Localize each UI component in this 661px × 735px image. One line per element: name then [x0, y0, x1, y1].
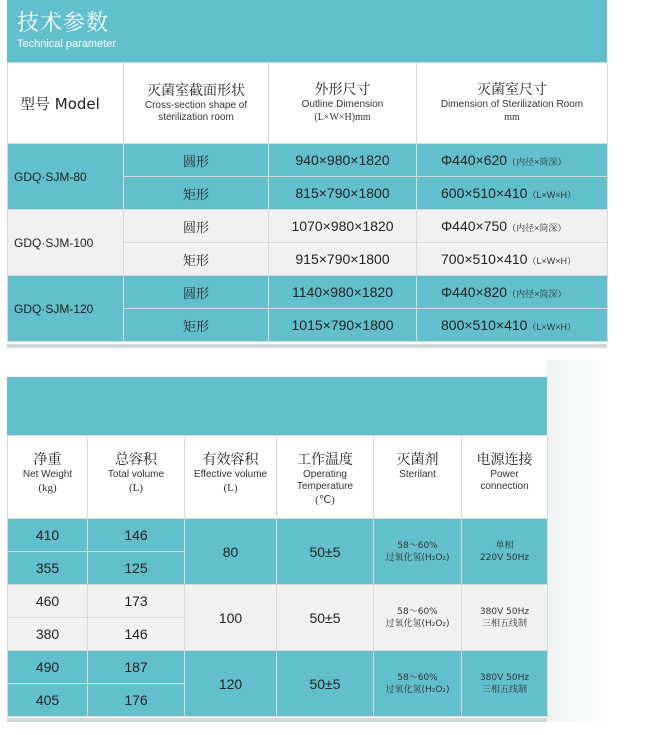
temperature-cell: 50±5 — [277, 519, 374, 585]
total-volume-cell: 173 — [88, 585, 185, 618]
weight-cell: 405 — [8, 684, 88, 717]
effective-volume-cell: 120 — [185, 651, 277, 717]
power-cell — [462, 585, 548, 651]
power-line-2: 三相五线制 — [481, 618, 527, 629]
power-line-1: 380V 50Hz — [479, 672, 530, 683]
shape-cell: 圆形 — [124, 276, 269, 309]
header-total-unit: (L) — [128, 482, 144, 494]
room-value: Φ440×750 — [441, 218, 508, 234]
header-outline-cn: 外形尺寸 — [314, 82, 371, 98]
weight-cell: 355 — [8, 552, 88, 585]
header-power-en: Power connection — [480, 469, 529, 492]
sterilant-cell — [374, 519, 462, 585]
outline-cell: 1140×980×1820 — [269, 276, 417, 309]
model-cell: GDQ·SJM-80 — [8, 144, 124, 210]
outline-cell: 815×790×1800 — [269, 177, 417, 210]
technical-parameter-table — [7, 62, 608, 342]
outline-cell: 915×790×1800 — [269, 243, 417, 276]
header-operating-temperature — [277, 436, 374, 519]
power-line-2: 220V 50Hz — [479, 552, 530, 563]
header-weight-en: Net Weight — [22, 469, 73, 480]
header-eff-unit: (L) — [223, 482, 238, 494]
weight-cell: 410 — [8, 519, 88, 552]
weight-cell: 380 — [8, 618, 88, 651]
header-room — [417, 63, 608, 144]
room-note: （L×W×H） — [527, 256, 576, 266]
room-cell — [417, 144, 608, 177]
room-cell — [417, 210, 608, 243]
sterilant-concentration: 58～60% — [397, 672, 438, 683]
outline-cell: 940×980×1820 — [269, 144, 417, 177]
room-cell — [417, 243, 608, 276]
power-line-1: 单相 — [495, 540, 514, 551]
shape-cell: 矩形 — [124, 309, 269, 342]
header-outline — [269, 63, 417, 144]
table-row — [8, 210, 608, 243]
header-weight — [8, 436, 88, 519]
outline-cell: 1015×790×1800 — [269, 309, 417, 342]
shape-cell: 矩形 — [124, 177, 269, 210]
sterilant-name: 过氧化氢(H₂O₂) — [385, 552, 450, 563]
table-row — [8, 276, 608, 309]
bottom-section-header-band — [7, 377, 547, 435]
power-line-1: 380V 50Hz — [479, 606, 530, 617]
shape-cell: 圆形 — [124, 210, 269, 243]
total-volume-cell: 146 — [88, 618, 185, 651]
model-cell: GDQ·SJM-120 — [8, 276, 124, 342]
header-weight-cn: 净重 — [33, 452, 62, 468]
weight-cell: 490 — [8, 651, 88, 684]
header-outline-unit: (L×W×H)mm — [314, 112, 371, 123]
sterilant-name: 过氧化氢(H₂O₂) — [385, 684, 450, 695]
room-note: （L×W×H） — [527, 190, 576, 200]
total-volume-cell: 187 — [88, 651, 185, 684]
room-value: 800×510×410 — [441, 317, 528, 333]
table-header-row — [8, 63, 608, 144]
section-subtitle: Technical parameter — [17, 38, 117, 50]
effective-volume-cell: 80 — [185, 519, 277, 585]
outline-cell: 1070×980×1820 — [269, 210, 417, 243]
header-room-en: Dimension of Sterilization Room — [440, 99, 584, 110]
header-effective-volume — [185, 436, 277, 519]
weight-cell: 460 — [8, 585, 88, 618]
header-weight-unit: (kg) — [38, 482, 57, 494]
header-eff-cn: 有效容积 — [202, 452, 259, 468]
header-room-cn: 灭菌室尺寸 — [477, 82, 547, 98]
room-value: 600×510×410 — [441, 185, 528, 201]
model-cell: GDQ·SJM-100 — [8, 210, 124, 276]
top-section-header — [7, 0, 607, 62]
temperature-cell: 50±5 — [277, 651, 374, 717]
section-title: 技术参数 — [17, 11, 110, 36]
header-power — [462, 436, 548, 519]
sterilant-concentration: 58～60% — [397, 606, 438, 617]
header-total-volume — [88, 436, 185, 519]
room-cell — [417, 309, 608, 342]
header-power-cn: 电源连接 — [476, 452, 533, 468]
header-temp-cn: 工作温度 — [297, 452, 353, 468]
table-shadow — [7, 718, 547, 722]
specification-table — [7, 435, 548, 717]
table-row — [8, 144, 608, 177]
table-row — [8, 585, 548, 618]
header-steril-en: Sterilant — [399, 469, 436, 480]
total-volume-cell: 176 — [88, 684, 185, 717]
header-shape-en: Cross-section shape of sterilization room — [144, 99, 248, 123]
room-cell — [417, 276, 608, 309]
header-outline-en: Outline Dimension — [301, 99, 384, 110]
sterilant-cell — [374, 585, 462, 651]
shape-cell: 矩形 — [124, 243, 269, 276]
room-value: 700×510×410 — [441, 251, 528, 267]
room-value: Φ440×820 — [441, 284, 508, 300]
effective-volume-cell: 100 — [185, 585, 277, 651]
room-note: （内径×筒深） — [507, 223, 567, 233]
header-model: 型号 Model — [8, 63, 124, 144]
temperature-cell: 50±5 — [277, 585, 374, 651]
room-cell — [417, 177, 608, 210]
side-fade-decoration — [547, 360, 607, 722]
room-note: （内径×筒深） — [507, 289, 567, 299]
room-value: Φ440×620 — [441, 152, 508, 168]
total-volume-cell: 125 — [88, 552, 185, 585]
total-volume-cell: 146 — [88, 519, 185, 552]
table-row — [8, 519, 548, 552]
table-shadow — [7, 344, 607, 348]
room-note: （L×W×H） — [527, 322, 576, 332]
header-room-unit: mm — [504, 112, 520, 123]
power-cell — [462, 519, 548, 585]
power-line-2: 三相五线制 — [481, 684, 527, 695]
table-row — [8, 651, 548, 684]
header-steril-cn: 灭菌剂 — [396, 452, 439, 468]
power-cell — [462, 651, 548, 717]
sterilant-name: 过氧化氢(H₂O₂) — [385, 618, 450, 629]
header-total-cn: 总容积 — [115, 452, 157, 468]
room-note: （内径×筒深） — [507, 157, 567, 167]
header-shape — [124, 63, 269, 144]
header-temp-en: Operating Temperature — [296, 469, 354, 492]
header-temp-unit: (℃) — [315, 494, 335, 506]
table-header-row — [8, 436, 548, 519]
header-total-en: Total volume — [107, 469, 165, 480]
header-eff-en: Effective volume — [193, 469, 268, 480]
sterilant-concentration: 58～60% — [397, 540, 438, 551]
header-sterilant — [374, 436, 462, 519]
shape-cell: 圆形 — [124, 144, 269, 177]
header-shape-cn: 灭菌室截面形状 — [147, 82, 245, 99]
sterilant-cell — [374, 651, 462, 717]
